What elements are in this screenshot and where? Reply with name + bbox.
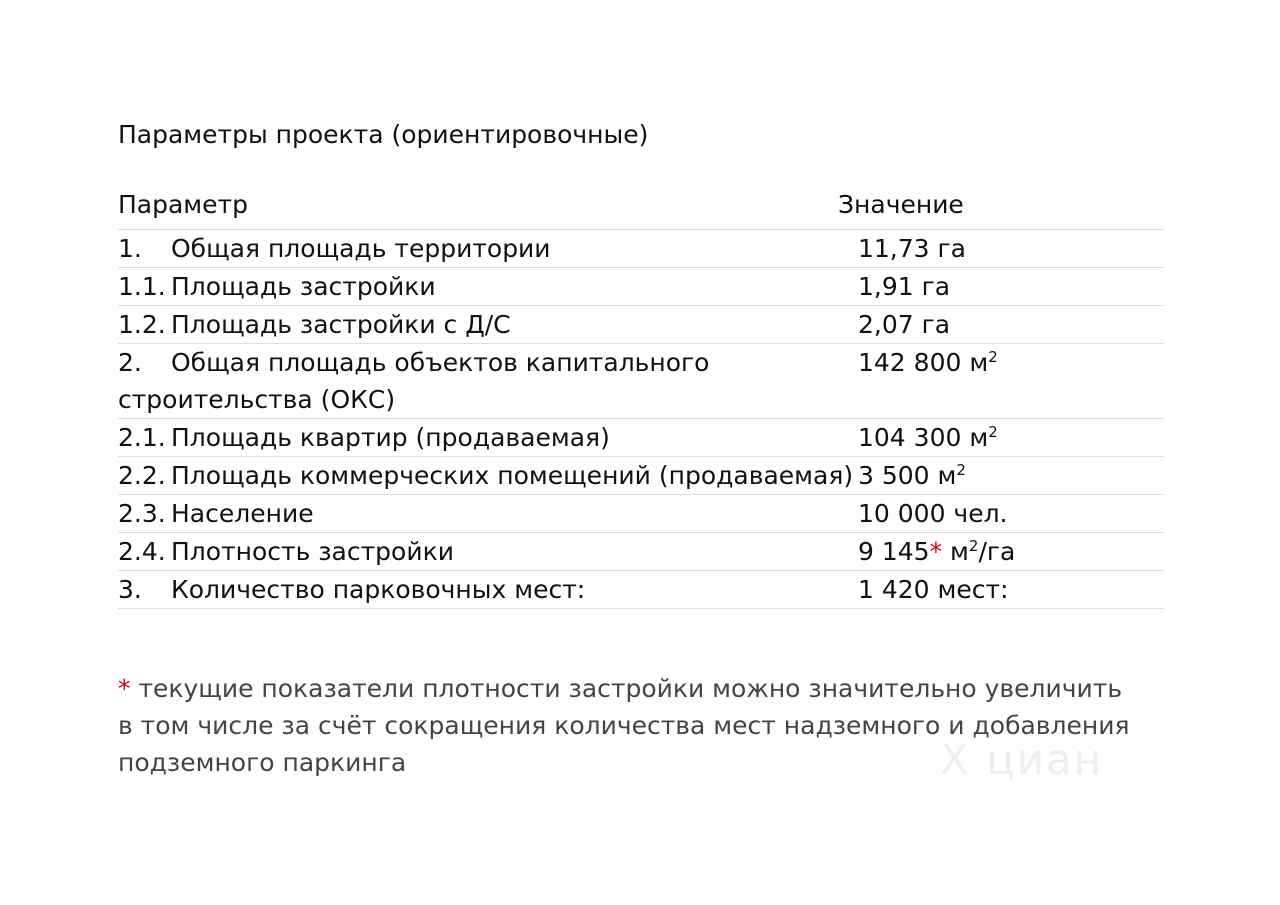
row-label: Количество парковочных мест: [171,575,586,604]
row-value-text: 1,91 га [858,272,951,301]
row-number: 1. [118,234,142,263]
row-label: Площадь застройки [171,272,436,301]
row-param [118,533,858,570]
row-number: 1.2. [118,310,166,339]
row-number: 2.1. [118,423,166,452]
table-row [118,344,1164,419]
row-value-text: 11,73 га [858,234,966,263]
table-row [118,571,1164,609]
row-param [118,457,858,494]
row-value-text: 3 500 м [858,461,957,490]
superscript: 2 [968,537,979,555]
unit: м [942,537,969,566]
row-param [118,230,858,267]
row-label: Плотность застройки [171,537,454,566]
row-number: 2.4. [118,537,166,566]
row-value [858,457,1164,494]
table-row [118,268,1164,306]
superscript: 2 [956,461,966,479]
superscript: 2 [988,348,998,366]
row-value-text: 10 000 чел. [858,499,1008,528]
row-number: 2. [118,348,142,377]
row-value-text: 1 420 мест: [858,575,1009,604]
footnote-asterisk: * [118,674,131,703]
asterisk: * [929,537,943,566]
row-value [858,495,1164,532]
row-label: Площадь коммерческих помещений (продаваемая) [171,461,854,490]
header-param: Параметр [118,190,248,219]
row-value-text: 9 145 [858,537,930,566]
row-number: 2.2. [118,461,166,490]
table-row [118,495,1164,533]
page-title: Параметры проекта (ориентировочные) [118,120,649,149]
row-param [118,344,858,418]
row-value [858,571,1164,608]
row-param [118,419,858,456]
parameters-table [118,190,1164,609]
row-param [118,495,858,532]
footnote-text: текущие показатели плотности застройки можно значительно увеличить в том числе за счёт сокращения количества мест надземного и добавления подземного паркинга [118,674,1130,777]
row-param [118,268,858,305]
header-value: Значение [838,190,964,219]
watermark-logo: Ⅹ циан [940,735,1104,784]
row-number: 2.3. [118,499,166,528]
row-label: Площадь квартир (продаваемая) [171,423,610,452]
row-value-text: 2,07 га [858,310,951,339]
table-row [118,230,1164,268]
row-param [118,306,858,343]
row-label: Площадь застройки с Д/С [171,310,511,339]
row-number: 1.1. [118,272,166,301]
row-value-text: 142 800 м [858,348,989,377]
row-label: Общая площадь территории [171,234,551,263]
row-value [858,306,1164,343]
watermark-text: циан [986,735,1104,784]
unit-suffix: /га [978,537,1016,566]
row-value [858,533,1164,570]
table-row [118,419,1164,457]
row-number: 3. [118,575,142,604]
row-label: Общая площадь объектов капитального строительства (ОКС) [118,348,710,414]
row-value [858,419,1164,456]
row-value [858,230,1164,267]
table-row [118,306,1164,344]
row-value [858,344,1164,418]
table-header [118,190,1164,230]
row-label: Население [171,499,314,528]
table-row [118,457,1164,495]
row-value-text: 104 300 м [858,423,989,452]
row-value [858,268,1164,305]
row-param [118,571,858,608]
superscript: 2 [988,423,998,441]
table-row [118,533,1164,571]
